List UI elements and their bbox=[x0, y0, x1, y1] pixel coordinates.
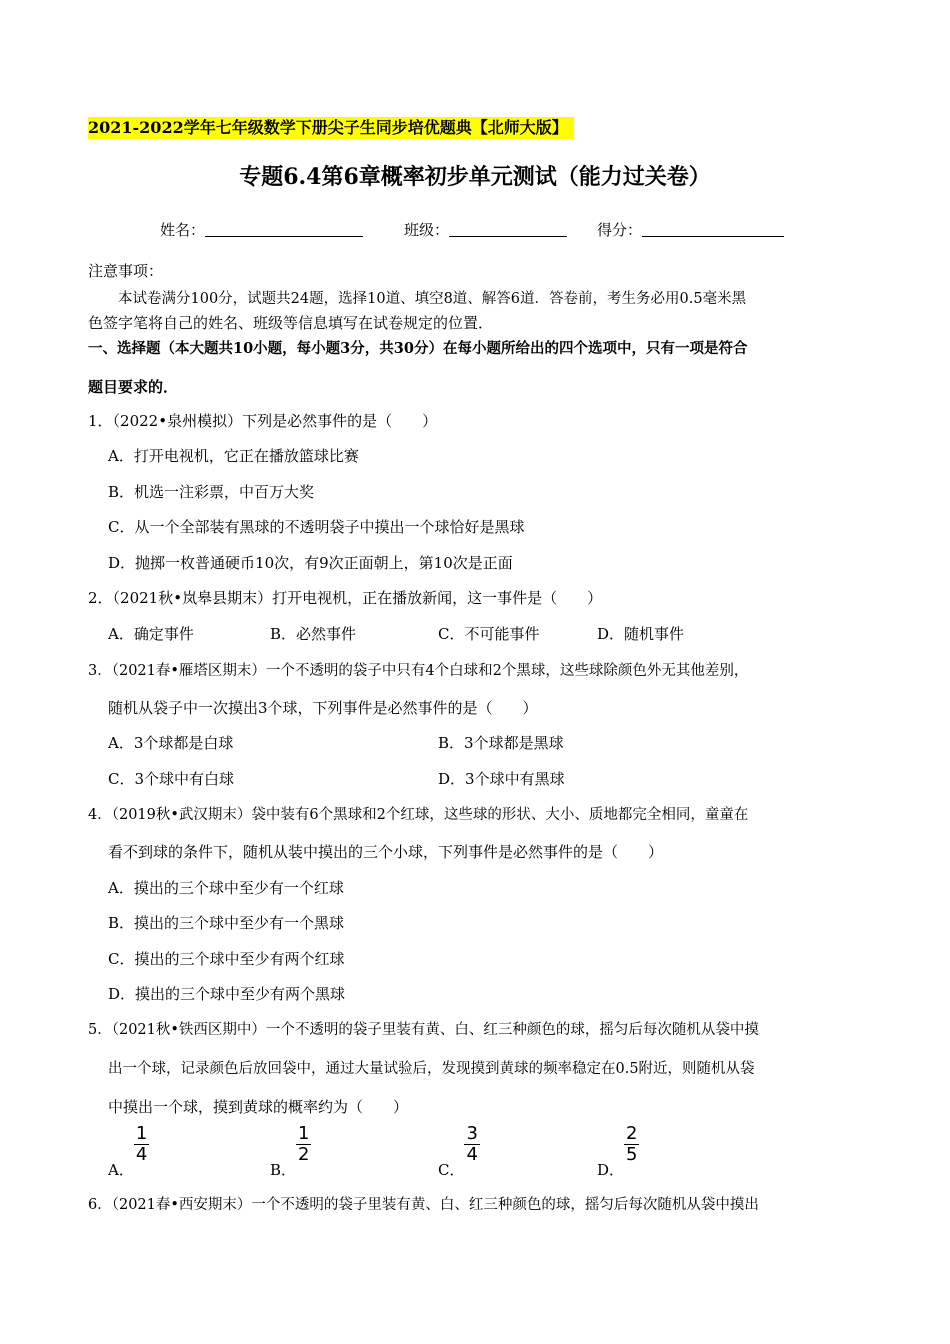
q5-option-a-denominator: 4 bbox=[135, 1144, 148, 1165]
series-banner: 2021-2022学年七年级数学下册尖子生同步培优题典【北师大版】 bbox=[88, 117, 574, 139]
notice-line-2: 色签字笔将自己的姓名、班级等信息填写在试卷规定的位置． bbox=[88, 314, 494, 332]
q5-option-c-label: C． bbox=[438, 1160, 465, 1179]
section-heading-1: 一、选择题（本大题共10小题，每小题3分，共30分）在每小题所给出的四个选项中，只有一项是符合 bbox=[88, 340, 748, 357]
q2-option-d: D．随机事件 bbox=[597, 625, 685, 643]
q5-option-d-label: D． bbox=[597, 1160, 625, 1179]
q5-stem-2: 出一个球，记录颜色后放回袋中，通过大量试验后，发现摸到黄球的频率稳定在0.5附近，则随机从袋 bbox=[108, 1061, 755, 1077]
score-blank bbox=[642, 222, 784, 237]
class-label: 班级： bbox=[404, 221, 450, 239]
q3-stem-1: 3．（2021春•雁塔区期末）一个不透明的袋子中只有4个白球和2个黑球，这些球除颜色外无其他差别， bbox=[88, 663, 749, 679]
q5-option-d-fraction bbox=[624, 1124, 639, 1165]
q4-option-c: C．摸出的三个球中至少有两个红球 bbox=[108, 950, 345, 968]
class-blank bbox=[449, 222, 567, 237]
q3-stem-2: 随机从袋子中一次摸出3个球，下列事件是必然事件的是（ ） bbox=[108, 699, 538, 717]
q5-option-a-label: A． bbox=[108, 1160, 134, 1179]
q3-option-c: C．3个球中有白球 bbox=[108, 770, 235, 788]
q2-stem: 2．（2021秋•岚皋县期末）打开电视机，正在播放新闻，这一事件是（ ） bbox=[88, 589, 603, 607]
q1-stem: 1．（2022•泉州模拟）下列是必然事件的是（ ） bbox=[88, 412, 438, 430]
q4-stem-1: 4．（2019秋•武汉期末）袋中装有6个黑球和2个红球，这些球的形状、大小、质地都完全相同，童童在 bbox=[88, 807, 749, 823]
q2-option-a: A．确定事件 bbox=[108, 625, 194, 643]
section-heading-2: 题目要求的． bbox=[88, 378, 179, 396]
q5-option-c-fraction bbox=[464, 1124, 479, 1165]
q5-option-b-label: B． bbox=[270, 1160, 297, 1179]
class-field bbox=[404, 219, 567, 240]
q4-option-a: A．摸出的三个球中至少有一个红球 bbox=[108, 879, 344, 897]
name-label: 姓名： bbox=[160, 221, 206, 239]
q4-option-b: B．摸出的三个球中至少有一个黑球 bbox=[108, 914, 345, 932]
notice-heading: 注意事项： bbox=[88, 262, 164, 280]
q1-option-b: B．机选一注彩票，中百万大奖 bbox=[108, 483, 315, 501]
q5-option-c-numerator: 3 bbox=[466, 1123, 478, 1144]
q1-option-d: D．抛掷一枚普通硬币10次，有9次正面朝上，第10次是正面 bbox=[108, 554, 513, 572]
q5-option-d bbox=[597, 1124, 639, 1180]
notice-line-1: 本试卷满分100分，试题共24题，选择10道、填空8道、解答6道．答卷前，考生务必用0.5毫米黑 bbox=[118, 291, 747, 307]
q5-option-a bbox=[108, 1124, 149, 1180]
q5-option-b-numerator: 1 bbox=[298, 1123, 310, 1144]
q5-option-a-numerator: 1 bbox=[135, 1123, 148, 1144]
q5-option-c bbox=[438, 1124, 480, 1180]
q5-option-b-fraction bbox=[296, 1124, 311, 1165]
q3-option-a: A．3个球都是白球 bbox=[108, 734, 234, 752]
q5-stem-1: 5．（2021秋•铁西区期中）一个不透明的袋子里装有黄、白、红三种颜色的球，摇匀后每次随机从袋中摸 bbox=[88, 1022, 759, 1038]
page-title: 专题6.4第6章概率初步单元测试（能力过关卷） bbox=[239, 164, 711, 190]
q5-stem-3: 中摸出一个球，摸到黄球的概率约为（ ） bbox=[108, 1098, 409, 1116]
q3-option-b: B．3个球都是黑球 bbox=[438, 734, 564, 752]
score-label: 得分： bbox=[597, 221, 643, 239]
q2-option-c: C．不可能事件 bbox=[438, 625, 540, 643]
q3-option-d: D．3个球中有黑球 bbox=[438, 770, 565, 788]
q4-option-d: D．摸出的三个球中至少有两个黑球 bbox=[108, 985, 346, 1003]
q5-option-a-fraction bbox=[134, 1124, 149, 1165]
q5-option-b-denominator: 2 bbox=[298, 1144, 310, 1165]
q6-stem-1: 6．（2021春•西安期末）一个不透明的袋子里装有黄、白、红三种颜色的球，摇匀后每次随机从袋中摸出 bbox=[88, 1197, 759, 1213]
q5-option-d-numerator: 2 bbox=[626, 1123, 638, 1144]
score-field bbox=[597, 219, 784, 240]
q5-option-b bbox=[270, 1124, 311, 1180]
q1-option-c: C．从一个全部装有黑球的不透明袋子中摸出一个球恰好是黑球 bbox=[108, 518, 525, 536]
name-field bbox=[160, 219, 363, 240]
name-blank bbox=[205, 222, 363, 237]
q2-option-b: B．必然事件 bbox=[270, 625, 357, 643]
q5-option-d-denominator: 5 bbox=[626, 1144, 638, 1165]
q5-option-c-denominator: 4 bbox=[466, 1144, 478, 1165]
q1-option-a: A．打开电视机，它正在播放篮球比赛 bbox=[108, 447, 359, 465]
q4-stem-2: 看不到球的条件下，随机从装中摸出的三个小球，下列事件是必然事件的是（ ） bbox=[108, 843, 664, 861]
